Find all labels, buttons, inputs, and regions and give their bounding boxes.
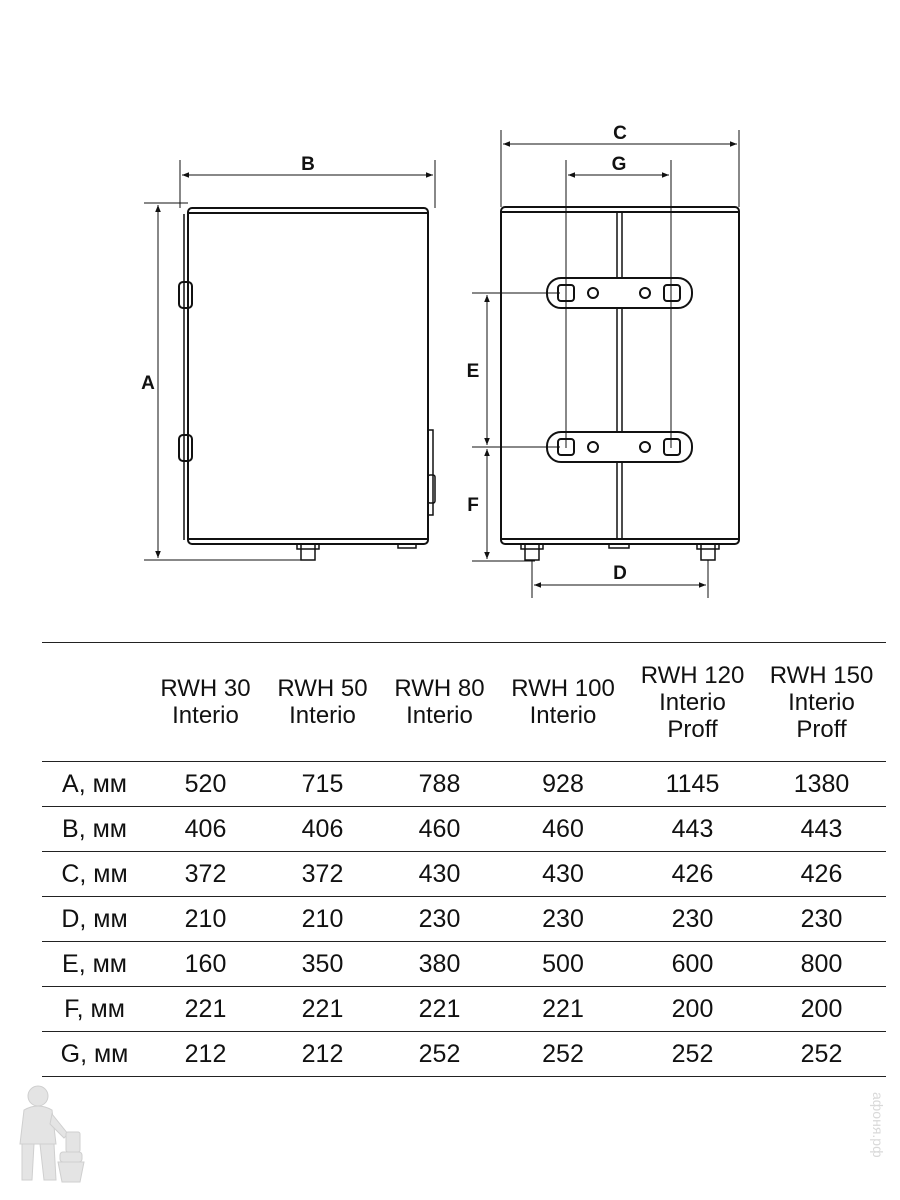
table-cell: 372 (147, 852, 264, 897)
table-cell: 426 (628, 852, 757, 897)
side-view-tank-body (188, 208, 428, 544)
row-label: B, мм (42, 807, 147, 852)
table-cell: 1145 (628, 762, 757, 807)
column-header: RWH 120 Interio Proff (628, 643, 757, 762)
table-cell: 426 (757, 852, 886, 897)
table-cell: 230 (757, 897, 886, 942)
plumber-mascot-icon (8, 1082, 88, 1194)
table-cell: 1380 (757, 762, 886, 807)
table-cell: 443 (757, 807, 886, 852)
table-cell: 430 (498, 852, 628, 897)
table-cell: 210 (147, 897, 264, 942)
dimension-label-e: E (466, 361, 480, 382)
column-header: RWH 30 Interio (147, 643, 264, 762)
row-label: G, мм (42, 1032, 147, 1077)
dimensions-table (42, 642, 886, 1077)
rear-view (501, 207, 739, 560)
table-cell: 230 (381, 897, 498, 942)
table-cell: 230 (498, 897, 628, 942)
rear-view-upper-bracket (547, 278, 692, 308)
table-cell: 800 (757, 942, 886, 987)
column-header: RWH 80 Interio (381, 643, 498, 762)
table-row (42, 942, 886, 987)
table-cell: 252 (381, 1032, 498, 1077)
table-cell: 788 (381, 762, 498, 807)
table-cell: 212 (147, 1032, 264, 1077)
table-header-corner (42, 643, 147, 762)
table-cell: 406 (147, 807, 264, 852)
table-row (42, 987, 886, 1032)
table-cell: 715 (264, 762, 381, 807)
row-label: A, мм (42, 762, 147, 807)
table-cell: 160 (147, 942, 264, 987)
table-cell: 928 (498, 762, 628, 807)
rear-view-tank-body (501, 207, 739, 544)
side-view-lower-bracket (179, 435, 192, 461)
table-cell: 200 (628, 987, 757, 1032)
rear-view-outlet-pipe (701, 544, 715, 560)
row-label: D, мм (42, 897, 147, 942)
table-cell: 210 (264, 897, 381, 942)
table-row (42, 852, 886, 897)
side-view (179, 208, 435, 560)
table-cell: 406 (264, 807, 381, 852)
table-row (42, 807, 886, 852)
dimension-label-f: F (467, 495, 479, 516)
table-cell: 460 (498, 807, 628, 852)
table-cell: 221 (381, 987, 498, 1032)
dimension-label-g: G (611, 154, 627, 175)
table-cell: 252 (757, 1032, 886, 1077)
table-cell: 380 (381, 942, 498, 987)
column-header: RWH 100 Interio (498, 643, 628, 762)
dimension-label-c: C (613, 123, 627, 144)
table-row (42, 1032, 886, 1077)
table-cell: 500 (498, 942, 628, 987)
table-row (42, 897, 886, 942)
rear-view-lower-bracket (547, 432, 692, 462)
table-cell: 350 (264, 942, 381, 987)
table-cell: 520 (147, 762, 264, 807)
table-cell: 221 (264, 987, 381, 1032)
row-label: E, мм (42, 942, 147, 987)
table-cell: 221 (498, 987, 628, 1032)
table-cell: 221 (147, 987, 264, 1032)
watermark-text: афоня.рф (870, 1092, 886, 1158)
dimension-label-d: D (613, 563, 627, 584)
table-header-row (42, 643, 886, 762)
table-cell: 372 (264, 852, 381, 897)
dimension-label-a: A (141, 373, 155, 394)
rear-view-inlet-pipe (525, 544, 539, 560)
column-header: RWH 50 Interio (264, 643, 381, 762)
table-cell: 460 (381, 807, 498, 852)
table-cell: 443 (628, 807, 757, 852)
table-cell: 230 (628, 897, 757, 942)
dimension-label-b: B (301, 154, 315, 175)
table-cell: 200 (757, 987, 886, 1032)
table-cell: 600 (628, 942, 757, 987)
table-cell: 430 (381, 852, 498, 897)
row-label: C, мм (42, 852, 147, 897)
table-cell: 212 (264, 1032, 381, 1077)
column-header: RWH 150 Interio Proff (757, 643, 886, 762)
side-view-upper-bracket (179, 282, 192, 308)
side-view-pipe (301, 544, 315, 560)
table-row (42, 762, 886, 807)
row-label: F, мм (42, 987, 147, 1032)
table-cell: 252 (498, 1032, 628, 1077)
table-cell: 252 (628, 1032, 757, 1077)
